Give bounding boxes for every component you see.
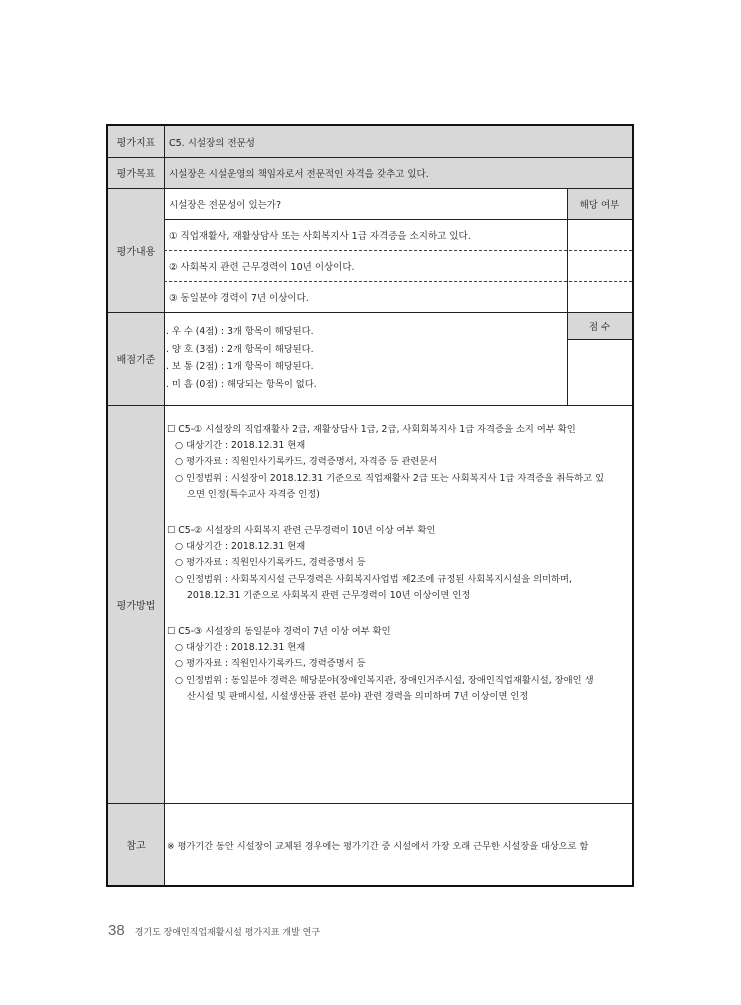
method-line: ○ 대상기간 : 2018.12.31 현재 (175, 642, 306, 654)
scoring-item: . 우 수 (4점) : 3개 항목이 해당된다. (166, 326, 314, 337)
applicable-header: 해당 여부 (579, 199, 620, 211)
method-line-cont: 으면 인정(특수교사 자격증 인정) (187, 488, 320, 500)
scoring-item: . 보 통 (2점) : 1개 항목이 해당된다. (166, 361, 314, 372)
content-item-2: ② 사회복지 관련 근무경력이 10년 이상이다. (169, 262, 355, 273)
content-item-3: ③ 동일분야 경력이 7년 이상이다. (169, 293, 309, 304)
scoring-item: . 양 호 (3점) : 2개 항목이 해당된다. (166, 343, 314, 355)
method-line: ○ 인정범위 : 동일분야 경력은 해당분야(장애인복지관, 장애인거주시설, 장애인직업재활시설, 장애인 생 (175, 674, 594, 686)
indicator-value: C5. 시설장의 전문성 (169, 138, 255, 149)
method-section-3 (167, 624, 594, 705)
method-section-1 (167, 422, 604, 503)
page-footer (108, 922, 320, 939)
indicator-label: 평가지표 (116, 138, 156, 149)
method-line: ○ 대상기간 : 2018.12.31 현재 (175, 541, 306, 553)
evaluation-table (106, 124, 634, 887)
goal-value: 시설장은 시설운영의 책임자로서 전문적인 자격을 갖추고 있다. (169, 169, 429, 180)
method-line: ○ 평가자료 : 직원인사기록카드, 경력증명서 등 (175, 557, 366, 569)
method-line-cont: 산시설 및 판매시설, 시설생산품 관련 분야) 관련 경력을 의미하며 7년 이상이면 인정 (187, 690, 529, 702)
method-line: ○ 인정범위 : 시설장이 2018.12.31 기준으로 직업재활사 2급 또는 사회복지사 1급 자격증을 취득하고 있 (175, 472, 605, 484)
content-item-1: ① 직업재활사, 재활상담사 또는 사회복지사 1급 자격증을 소지하고 있다. (169, 231, 471, 242)
method-line-cont: 2018.12.31 기준으로 사회복지 관련 근무경력이 10년 이상이면 인정 (187, 589, 471, 601)
scoring-criteria (166, 323, 317, 393)
goal-label: 평가목표 (116, 169, 156, 180)
method-section-title: ☐ C5-② 시설장의 사회복지 관련 근무경력이 10년 이상 여부 확인 (167, 525, 436, 536)
content-question: 시설장은 전문성이 있는가? (169, 200, 282, 211)
method-line: ○ 대상기간 : 2018.12.31 현재 (175, 440, 306, 452)
scoring-label: 배점기준 (116, 355, 156, 366)
note-label: 참고 (126, 840, 146, 852)
scoring-item: . 미 흡 (0점) : 해당되는 항목이 없다. (166, 378, 317, 390)
method-line: ○ 인정범위 : 사회복지시설 근무경력은 사회복지사업법 제2조에 규정된 사회복지시설을 의미하며, (175, 573, 572, 585)
method-section-title: ☐ C5-① 시설장의 직업재활사 2급, 재활상담사 1급, 2급, 사회회복지사 1급 자격증을 소지 여부 확인 (167, 424, 576, 435)
method-section-title: ☐ C5-③ 시설장의 동일분야 경력이 7년 이상 여부 확인 (167, 626, 391, 637)
page-number: 38 (108, 922, 125, 939)
method-label: 평가방법 (116, 600, 156, 612)
content-label: 평가내용 (116, 246, 156, 258)
score-header: 점 수 (588, 321, 611, 333)
footer-title: 경기도 장애인직업재활시설 평가지표 개발 연구 (134, 928, 321, 938)
method-section-2 (167, 523, 572, 604)
method-line: ○ 평가자료 : 직원인사기록카드, 경력증명서 등 (175, 658, 366, 670)
method-line: ○ 평가자료 : 직원인사기록카드, 경력증명서, 자격증 등 관련문서 (175, 456, 438, 468)
note-value: ※ 평가기간 동안 시설장이 교체된 경우에는 평가기간 중 시설에서 가장 오래 근무한 시설장을 대상으로 함 (167, 841, 589, 852)
